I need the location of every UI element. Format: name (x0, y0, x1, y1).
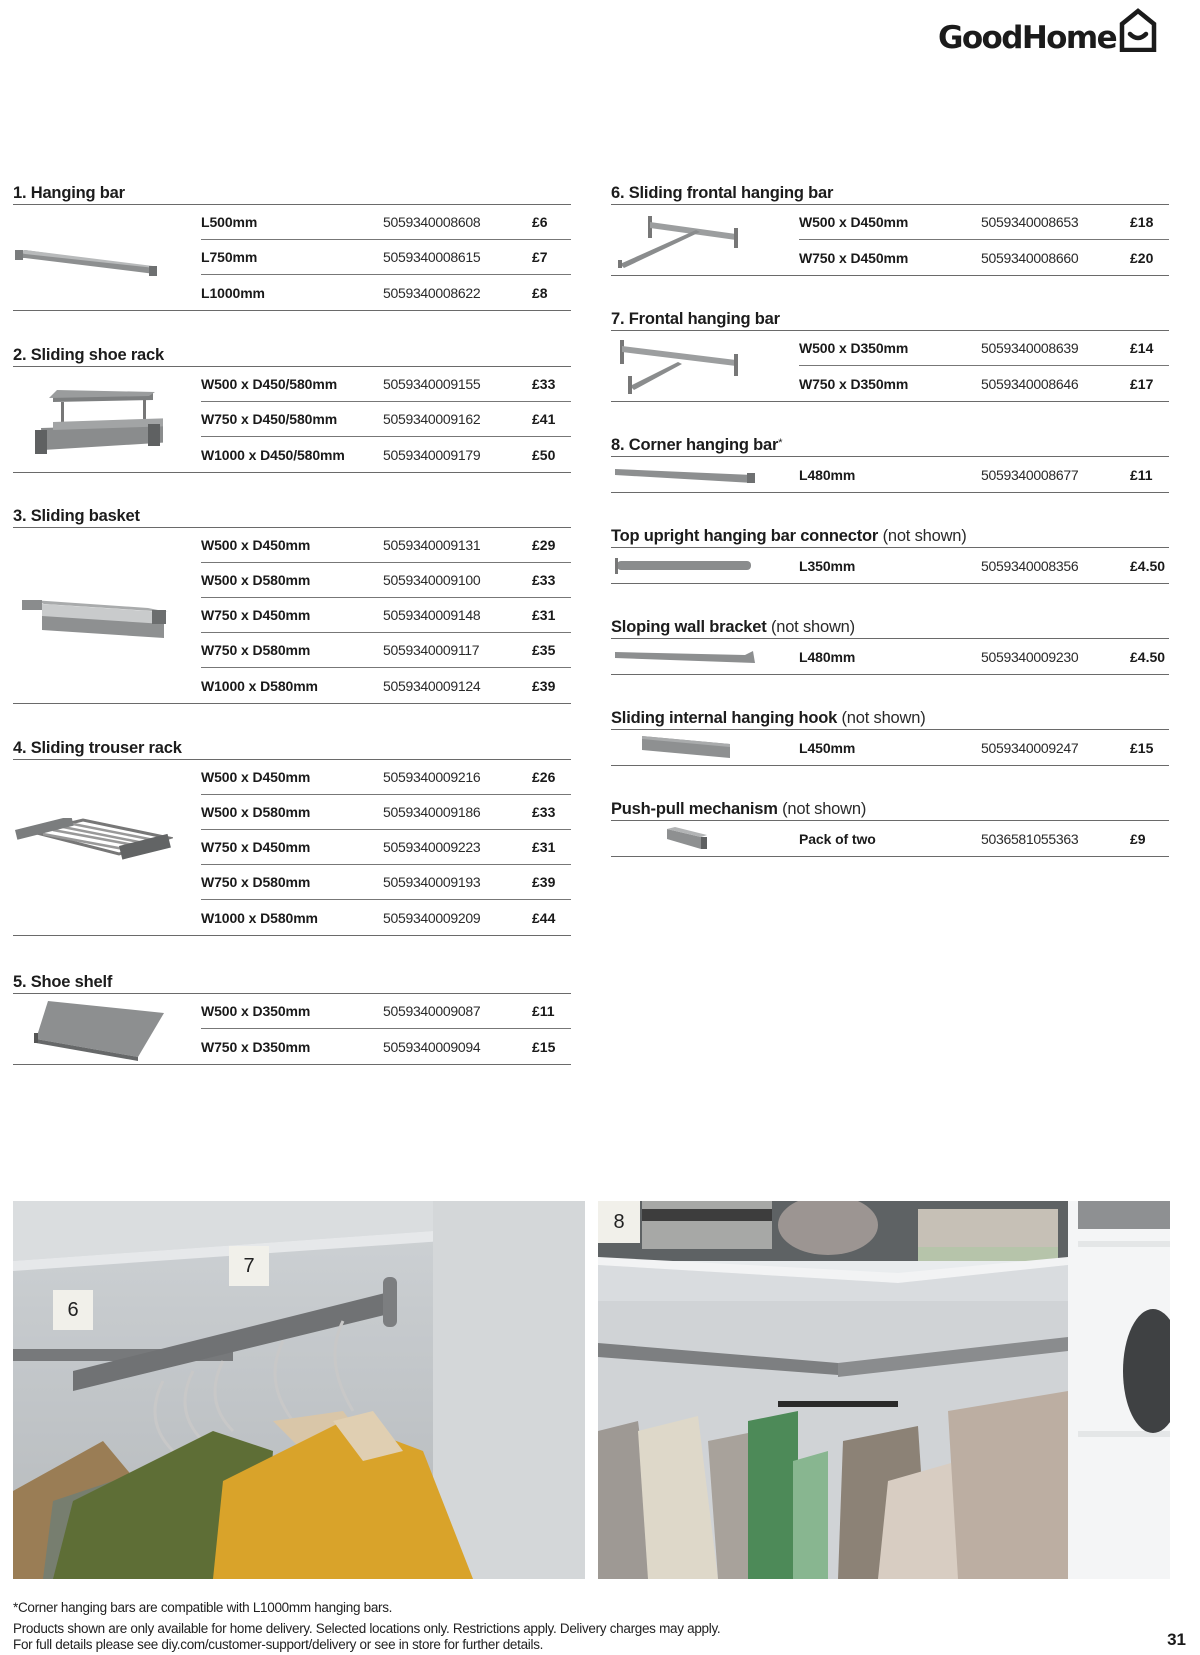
product-row (201, 205, 571, 240)
house-smile-icon (1119, 8, 1157, 52)
price: £33 (532, 376, 556, 392)
price: £33 (532, 572, 556, 588)
push-pull-icon (611, 821, 761, 856)
section-sliding-shoe-rack (13, 343, 571, 473)
delivery-disclaimer-line-1: Products shown are only available for home delivery. Selected locations only. Restrictions apply. Delivery charges may apply. (13, 1621, 721, 1636)
size: W750 x D450mm (201, 839, 311, 855)
ean: 5059340009247 (981, 739, 1079, 756)
section-title: 4. Sliding trouser rack (13, 736, 571, 760)
ean: 5059340009186 (383, 804, 481, 820)
section-sliding-frontal-hanging-bar (611, 181, 1169, 276)
product-row (201, 668, 571, 703)
product-row (799, 331, 1169, 366)
footnote-asterisk: * (778, 437, 783, 449)
ean: 5059340008608 (383, 214, 481, 230)
section-push-pull-mechanism (611, 797, 1169, 857)
size: W750 x D350mm (201, 1038, 311, 1055)
section-title: 2. Sliding shoe rack (13, 343, 571, 367)
size: L450mm (799, 739, 856, 756)
price: £39 (532, 677, 556, 694)
ean: 5059340008639 (981, 340, 1079, 356)
ean: 5036581055363 (981, 830, 1079, 847)
section-title-text: Top upright hanging bar connector (611, 527, 879, 545)
ean: 5059340009100 (383, 572, 481, 588)
section-shoe-shelf (13, 970, 571, 1065)
section-sliding-basket (13, 504, 571, 704)
product-row (799, 205, 1169, 240)
section-title (611, 433, 1169, 457)
product-row (799, 639, 1169, 674)
trouser-rack-icon (13, 760, 173, 935)
wall-bracket-icon (611, 639, 761, 674)
price: £11 (1130, 466, 1153, 483)
product-row (799, 240, 1169, 275)
ean: 5059340009193 (383, 874, 481, 890)
ean: 5059340009131 (383, 537, 481, 553)
price: £31 (532, 839, 556, 855)
not-shown-note: (not shown) (782, 800, 867, 818)
size: W500 x D450/580mm (201, 376, 338, 392)
section-title-text: Sloping wall bracket (611, 618, 767, 636)
price: £15 (1130, 739, 1154, 756)
size: W1000 x D450/580mm (201, 446, 345, 463)
size: W1000 x D580mm (201, 909, 318, 926)
ean: 5059340009179 (383, 446, 481, 463)
hanging-bar-icon (13, 205, 163, 310)
price: £18 (1130, 214, 1154, 230)
product-row (799, 457, 1169, 492)
price: £41 (532, 411, 556, 427)
ean: 5059340009155 (383, 376, 481, 392)
goodhome-logo (938, 8, 1157, 54)
corner-bar-footnote: *Corner hanging bars are compatible with L1000mm hanging bars. (13, 1600, 393, 1615)
ean: 5059340009094 (383, 1038, 481, 1055)
price: £39 (532, 874, 556, 890)
size: W500 x D450mm (201, 769, 311, 785)
price: £15 (532, 1038, 556, 1055)
product-row (201, 994, 571, 1029)
price: £29 (532, 537, 556, 553)
price: £50 (532, 446, 556, 463)
ean: 5059340009148 (383, 607, 481, 623)
ean: 5059340009087 (383, 1003, 481, 1019)
size: L350mm (799, 557, 856, 574)
product-row (201, 795, 571, 830)
price: £33 (532, 804, 556, 820)
product-row (799, 821, 1169, 856)
product-row (799, 730, 1169, 765)
size: L480mm (799, 648, 856, 665)
size: W750 x D450mm (201, 607, 311, 623)
price: £4.50 (1130, 557, 1166, 574)
size: W500 x D350mm (799, 340, 909, 356)
size: W750 x D450/580mm (201, 411, 338, 427)
ean: 5059340009124 (383, 677, 481, 694)
size: L480mm (799, 466, 856, 483)
price: £44 (532, 909, 556, 926)
size: L500mm (201, 214, 258, 230)
callout-7: 7 (229, 1246, 269, 1286)
callout-6: 6 (53, 1290, 93, 1330)
section-title: 3. Sliding basket (13, 504, 571, 528)
section-title-text: 8. Corner hanging bar (611, 436, 779, 454)
shoe-shelf-icon (13, 994, 173, 1064)
section-sliding-internal-hook (611, 706, 1169, 766)
product-row (201, 633, 571, 668)
product-row (799, 548, 1169, 583)
price: £9 (1130, 830, 1146, 847)
ean: 5059340008646 (981, 375, 1079, 392)
ean: 5059340008660 (981, 249, 1079, 266)
product-row (201, 240, 571, 275)
product-row (201, 402, 571, 437)
corner-bar-icon (611, 457, 761, 492)
section-title (611, 797, 1169, 821)
size: W500 x D580mm (201, 572, 311, 588)
size: W750 x D580mm (201, 874, 311, 890)
product-row (201, 528, 571, 563)
wardrobe-photo-frontal-bars (13, 1201, 585, 1579)
ean: 5059340008615 (383, 249, 481, 265)
not-shown-note: (not shown) (882, 527, 967, 545)
section-title: 7. Frontal hanging bar (611, 307, 1169, 331)
section-title: 5. Shoe shelf (13, 970, 571, 994)
price: £20 (1130, 249, 1154, 266)
price: £35 (532, 642, 556, 658)
product-row (201, 437, 571, 472)
ean: 5059340008653 (981, 214, 1079, 230)
size: L750mm (201, 249, 258, 265)
callout-8: 8 (598, 1201, 640, 1243)
size: L1000mm (201, 284, 265, 301)
ean: 5059340008677 (981, 466, 1079, 483)
wardrobe-photo-corner-bar (598, 1201, 1170, 1579)
basket-icon (13, 528, 173, 703)
hanging-hook-icon (611, 730, 761, 765)
size: W500 x D450mm (799, 214, 909, 230)
section-title: 1. Hanging bar (13, 181, 571, 205)
sliding-frontal-bar-icon (611, 205, 751, 275)
shoe-rack-icon (13, 367, 173, 472)
section-title-text: Sliding internal hanging hook (611, 709, 838, 727)
size: W1000 x D580mm (201, 677, 318, 694)
section-title: 6. Sliding frontal hanging bar (611, 181, 1169, 205)
ean: 5059340009223 (383, 839, 481, 855)
ean: 5059340009209 (383, 909, 481, 926)
size: Pack of two (799, 830, 876, 847)
price: £6 (532, 214, 548, 230)
section-title (611, 615, 1169, 639)
not-shown-note: (not shown) (841, 709, 926, 727)
product-row (201, 760, 571, 795)
size: W750 x D580mm (201, 642, 311, 658)
price: £8 (532, 284, 548, 301)
section-sliding-trouser-rack (13, 736, 571, 936)
product-row (201, 598, 571, 633)
size: W750 x D350mm (799, 375, 909, 392)
section-hanging-bar (13, 181, 571, 311)
price: £14 (1130, 340, 1154, 356)
product-row (201, 563, 571, 598)
product-row (201, 367, 571, 402)
section-title-text: Push-pull mechanism (611, 800, 778, 818)
ean: 5059340009162 (383, 411, 481, 427)
price: £26 (532, 769, 556, 785)
ean: 5059340009216 (383, 769, 481, 785)
ean: 5059340009117 (383, 642, 480, 658)
frontal-bar-icon (611, 331, 751, 401)
product-row (799, 366, 1169, 401)
section-sloping-wall-bracket (611, 615, 1169, 675)
price: £31 (532, 607, 556, 623)
section-frontal-hanging-bar (611, 307, 1169, 402)
price: £4.50 (1130, 648, 1166, 665)
ean: 5059340008622 (383, 284, 481, 301)
not-shown-note: (not shown) (770, 618, 855, 636)
size: W750 x D450mm (799, 249, 909, 266)
product-row (201, 1029, 571, 1064)
price: £11 (532, 1003, 555, 1019)
product-row (201, 900, 571, 935)
section-title (611, 524, 1169, 548)
brand-name: GoodHome (938, 20, 1116, 56)
ean: 5059340009230 (981, 648, 1079, 665)
size: W500 x D580mm (201, 804, 311, 820)
delivery-disclaimer-line-2: For full details please see diy.com/customer-support/delivery or see in store for further details. (13, 1637, 544, 1652)
product-row (201, 865, 571, 900)
size: W500 x D350mm (201, 1003, 311, 1019)
product-row (201, 830, 571, 865)
price: £17 (1130, 375, 1154, 392)
product-row (201, 275, 571, 310)
section-title (611, 706, 1169, 730)
ean: 5059340008356 (981, 557, 1079, 574)
section-top-upright-connector (611, 524, 1169, 584)
size: W500 x D450mm (201, 537, 311, 553)
connector-icon (611, 548, 761, 583)
section-corner-hanging-bar (611, 433, 1169, 493)
page-number: 31 (1167, 1630, 1186, 1649)
price: £7 (532, 249, 548, 265)
